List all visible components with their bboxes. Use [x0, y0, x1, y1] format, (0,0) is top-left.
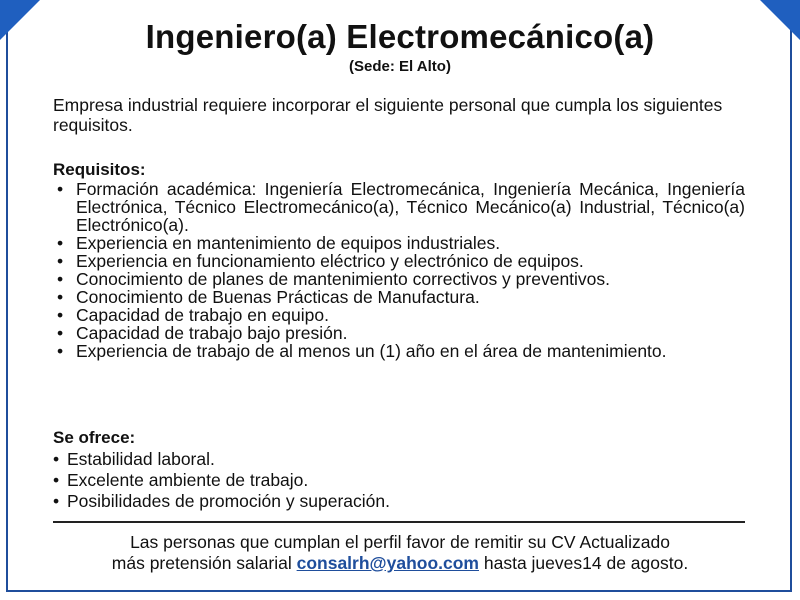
offer-list — [53, 449, 745, 512]
requirements-heading: Requisitos: — [53, 160, 146, 179]
offer-heading: Se ofrece: — [53, 428, 136, 447]
requirement-item: • Formación académica: Ingeniería Electromecánica, Ingeniería Mecánica, Ingeniería Electrónica, Técnico Electromecánico(a), Técnico Mecánico(a) Industrial, Técnico(a) Electrónico(a). — [53, 180, 745, 234]
offer-item: • Excelente ambiente de trabajo. — [53, 470, 745, 491]
offer-item: • Estabilidad laboral. — [53, 449, 745, 470]
job-title: Ingeniero(a) Electromecánico(a) — [145, 18, 655, 55]
requirement-item: • Experiencia en funcionamiento eléctrico y electrónico de equipos. — [53, 252, 745, 270]
requirement-item: • Conocimiento de Buenas Prácticas de Manufactura. — [53, 288, 745, 306]
footer-line-2-start: más pretensión salarial — [111, 553, 292, 573]
requirement-item: • Experiencia de trabajo de al menos un (1) año en el área de mantenimiento. — [53, 342, 745, 360]
contact-footer — [0, 532, 800, 574]
requirements-list — [53, 180, 745, 360]
footer-line-2 — [0, 553, 800, 574]
requirement-item: • Capacidad de trabajo en equipo. — [53, 306, 745, 324]
intro-paragraph: Empresa industrial requiere incorporar el siguiente personal que cumpla los siguientes requisitos. — [53, 95, 723, 135]
requirement-item: • Conocimiento de planes de mantenimiento correctivos y preventivos. — [53, 270, 745, 288]
offer-item: • Posibilidades de promoción y superación. — [53, 491, 745, 512]
requirement-item: • Experiencia en mantenimiento de equipos industriales. — [53, 234, 745, 252]
contact-email-link[interactable]: consalrh@yahoo.com — [296, 553, 479, 573]
footer-line-1: Las personas que cumplan el perfil favor de remitir su CV Actualizado — [130, 532, 670, 552]
job-location: (Sede: El Alto) — [349, 58, 451, 75]
footer-divider — [53, 521, 745, 523]
requirement-item: • Capacidad de trabajo bajo presión. — [53, 324, 745, 342]
footer-line-2-end: hasta jueves14 de agosto. — [483, 553, 689, 573]
